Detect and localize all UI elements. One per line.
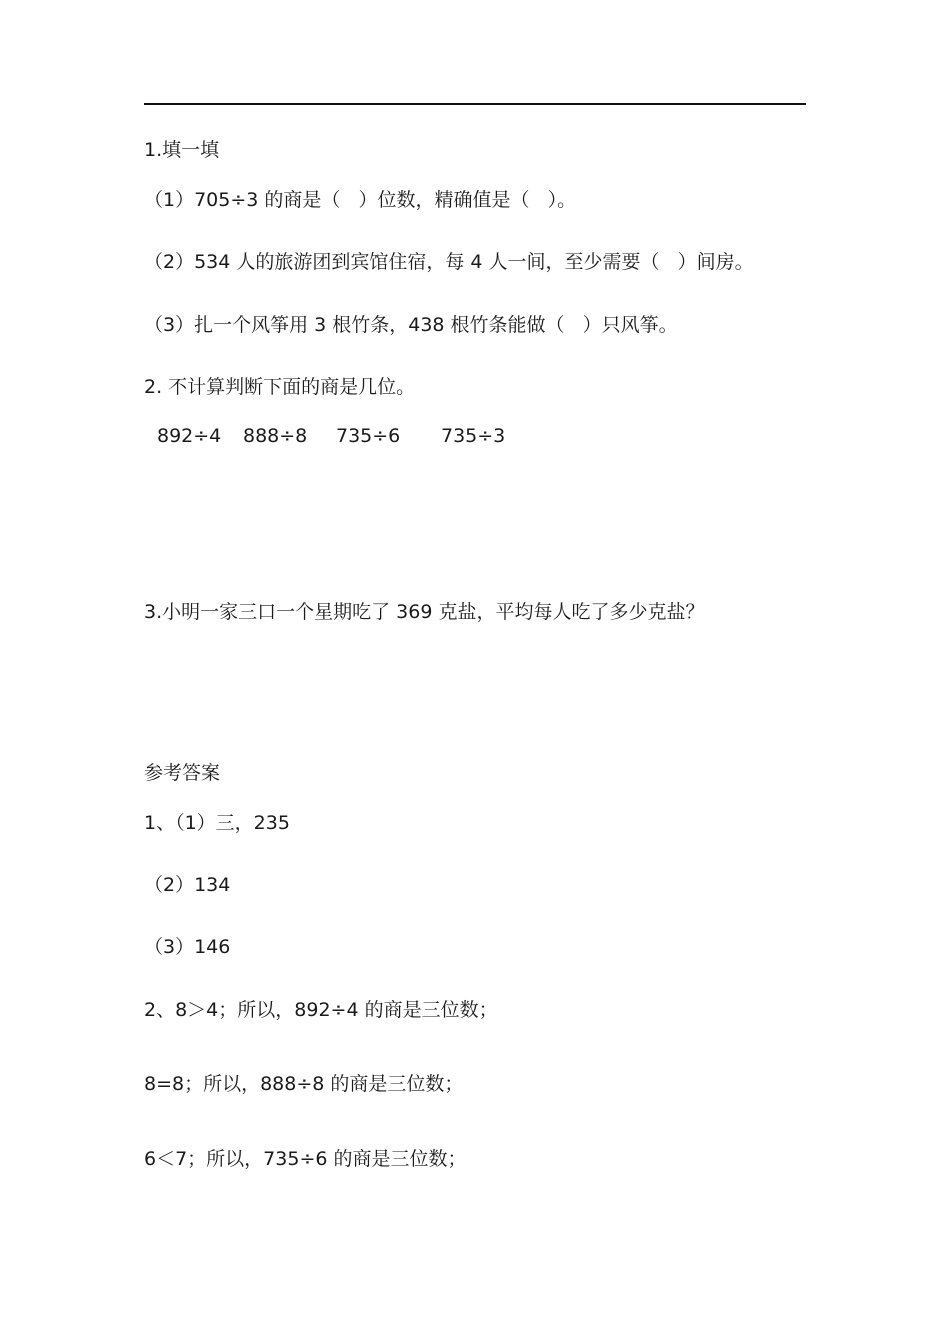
answer-line: 6＜7；所以，735÷6 的商是三位数；	[144, 1148, 467, 1170]
answer-line: （3）146	[144, 936, 231, 958]
answers-heading: 参考答案	[144, 762, 221, 784]
question-3-title: 3.小明一家三口一个星期吃了 369 克盐，平均每人吃了多少克盐？	[144, 601, 705, 623]
question-2-title: 2. 不计算判断下面的商是几位。	[144, 376, 416, 398]
answer-line: 8=8；所以，888÷8 的商是三位数；	[144, 1073, 464, 1095]
answer-line: （2）134	[144, 874, 231, 896]
question-1-item-1: （1）705÷3 的商是（ ）位数，精确值是（ ）。	[144, 189, 577, 211]
question-1-item-3: （3）扎一个风筝用 3 根竹条，438 根竹条能做（ ）只风筝。	[144, 314, 678, 336]
question-1-title: 1.填一填	[144, 139, 220, 161]
expression-2: 888÷8	[243, 425, 308, 447]
answer-line: 1、（1）三，235	[144, 812, 290, 834]
expression-1: 892÷4	[157, 425, 222, 447]
expression-4: 735÷3	[441, 425, 506, 447]
expression-3: 735÷6	[336, 425, 401, 447]
answer-line: 2、8＞4；所以，892÷4 的商是三位数；	[144, 999, 498, 1021]
question-1-item-2: （2）534 人的旅游团到宾馆住宿，每 4 人一间，至少需要（ ）间房。	[144, 251, 754, 273]
header-rule	[144, 103, 806, 105]
